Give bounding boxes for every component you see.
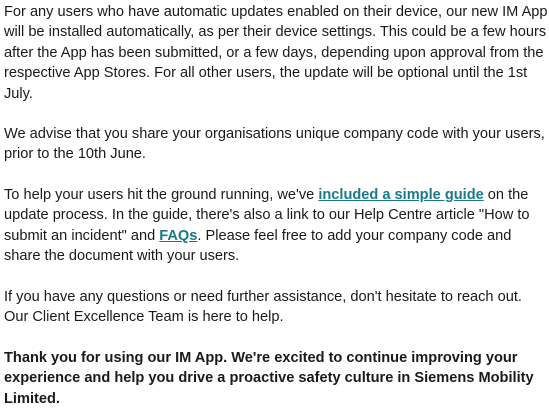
- paragraph-guide: [4, 185, 549, 267]
- guide-text-middle: on the update process. In the guide, there's also a link to our Help Centre article "How to submit an incident" and: [4, 187, 530, 244]
- paragraph-assistance: If you have any questions or need further assistance, don't hesitate to reach out. Our Client Excellence Team is here to help.: [4, 289, 522, 326]
- simple-guide-link[interactable]: included a simple guide: [318, 187, 484, 203]
- guide-text-before: To help your users hit the ground running, we've: [4, 187, 319, 203]
- paragraph-company-code: We advise that you share your organisations unique company code with your users, prior to the 10th June.: [4, 126, 545, 163]
- guide-text-after: . Please feel free to add your company code and share the document with your users.: [4, 227, 512, 265]
- paragraph-thank-you: Thank you for using our IM App. We're excited to continue improving your experience and help you drive a proactive safety culture in Siemens Mobility Limited.: [4, 350, 534, 407]
- faqs-link[interactable]: FAQs: [159, 227, 198, 244]
- paragraph-auto-updates: For any users who have automatic updates enabled on their device, our new IM App will be installed automatically, as per their device settings. This could be a few hours after the App has been submitted, or a few days, depending upon approval from the respective App Stores. For all other users, the update will be optional until the 1st July.: [4, 4, 548, 102]
